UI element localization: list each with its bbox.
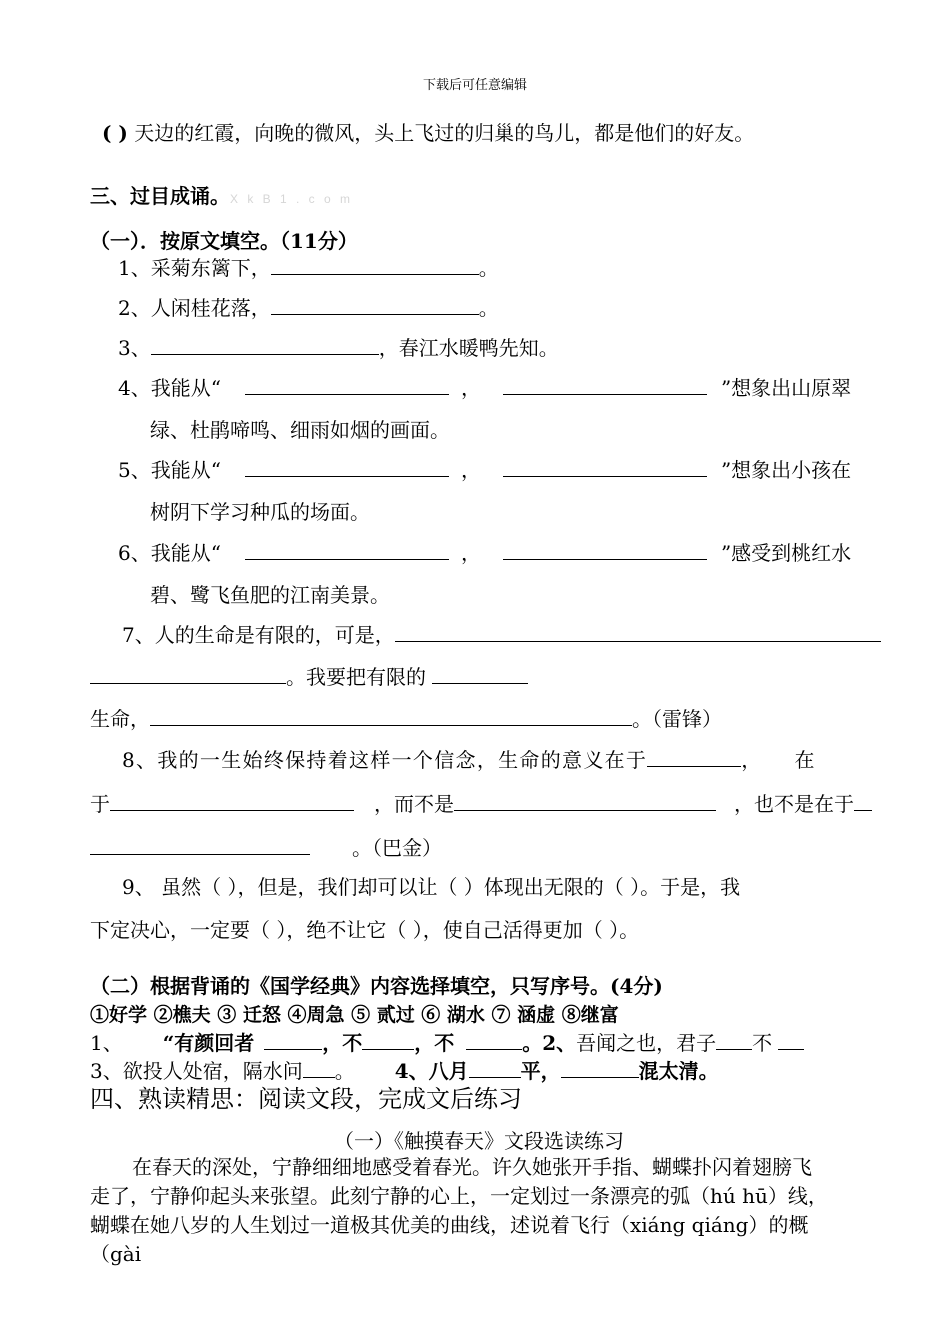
fill1-end: 。 [522,1031,543,1055]
q4 [118,376,851,400]
q7-prompt: 7、人的生命是有限的，可是， [122,623,395,647]
q8 [122,748,816,772]
fill-line-2 [90,1059,719,1083]
q8-comma: ， [741,748,763,772]
passage-line-3: 蝴蝶在她八岁的人生划过一道极其优美的曲线，述说着飞行（xiáng qiáng）的概 [90,1213,809,1237]
q8-source: 。（巴金） [352,836,442,860]
q2 [118,296,499,320]
passage-line-2: 走了，宁静仰起头来张望。此刻宁静的心上，一定划过一条漂亮的弧（hú hū）线， [90,1184,828,1208]
fill3-end: 。 [334,1059,355,1083]
q7-life: 生命， [90,707,150,731]
part2-title: （二）根据背诵的《国学经典》内容选择填空，只写序号。(4分) [90,974,663,998]
q2-end: 。 [478,296,499,320]
q2-prompt: 2、人闲桂花落， [118,296,271,320]
q6-end: ”感受到桃红水 [720,541,852,565]
passage-line-1: 在春天的深处，宁静细细地感受着春光。许久她张开手指、蝴蝶扑闪着翅膀飞 [132,1155,812,1179]
fill1-quote: “有颜回者 [162,1031,255,1055]
section4-title: 四、熟读精思：阅读文段，完成文后练习 [90,1085,522,1113]
q8-blank-1[interactable] [647,748,741,767]
q5-comma: ， [460,458,481,482]
answer-paren: ( ) [102,121,128,145]
fill1-blank-1[interactable] [264,1031,322,1050]
q5-prompt: 5、我能从“ [118,458,221,482]
q7 [122,623,881,647]
fill2-blank-1[interactable] [716,1031,752,1050]
watermark: X k B 1 . c o m [230,192,354,206]
q3-end: ，春江水暖鸭先知。 [378,336,559,360]
q4-blank-1[interactable] [245,376,449,395]
q5-blank-1[interactable] [245,458,449,477]
fill2-bu: 不 [752,1031,773,1055]
fill2-blank-2[interactable] [778,1031,804,1050]
fill4-end: 混太清。 [638,1059,719,1083]
fill1-bu2: ，不 [414,1031,455,1055]
section3-title-text: 三、过目成诵。 [90,184,230,208]
q7-source: 。（雷锋） [632,707,722,731]
options-line: ①好学 ②樵夫 ③ 迁怒 ④周急 ⑤ 贰过 ⑥ 湖水 ⑦ 涵虚 ⑧继富 [90,1004,619,1026]
fill3-blank[interactable] [303,1059,335,1078]
q8-line3 [90,836,442,860]
top-line [102,121,754,145]
q6 [118,541,851,565]
fill2-text: 吾闻之也，君子 [576,1031,717,1055]
q8-nor: ，也不是在于 [734,792,854,816]
q1-end: 。 [478,256,499,280]
q4-end: ”想象出山原翠 [720,376,852,400]
q7-line2 [90,665,528,689]
q7-blank-3[interactable] [432,665,528,684]
section3-title [90,184,353,211]
q8-yu: 于 [90,792,110,816]
q6-blank-1[interactable] [245,541,449,560]
q1-blank[interactable] [271,256,479,275]
fill4-ping: 平， [520,1059,561,1083]
q8-blank-4[interactable] [854,792,872,811]
q6-blank-2[interactable] [503,541,707,560]
q5 [118,458,851,482]
fill3-text: 3、欲投人处宿，隔水问 [90,1059,303,1083]
part1-title: （一）．按原文填空。（11分） [90,229,358,253]
q1-prompt: 1、采菊东篱下， [118,256,271,280]
q4-comma: ， [460,376,481,400]
fill1-blank-3[interactable] [466,1031,522,1050]
q9: 9、 虽然（ ），但是，我们却可以让（ ）体现出无限的（ ）。于是，我 [122,875,741,899]
q4-blank-2[interactable] [503,376,707,395]
q3 [118,336,559,360]
q8-blank-2[interactable] [110,792,354,811]
q7-blank-4[interactable] [150,707,632,726]
q7-blank-2[interactable] [90,665,286,684]
fill1-num: 1、 [90,1031,123,1055]
q3-prompt: 3、 [118,336,151,360]
q8-blank-5[interactable] [90,836,310,855]
fill1-blank-2[interactable] [362,1031,414,1050]
q1 [118,256,499,280]
fill4-blank-2[interactable] [561,1059,639,1078]
header-note: 下载后可任意编辑 [422,78,527,93]
q8-line2 [90,792,872,816]
q8-prompt: 8、我的一生始终保持着这样一个信念，生命的意义在于 [122,748,648,772]
q5-blank-2[interactable] [503,458,707,477]
q7-mid: 。我要把有限的 [286,665,426,689]
q7-blank-1[interactable] [395,623,881,642]
q4-prompt: 4、我能从“ [118,376,221,400]
fill4-blank-1[interactable] [469,1059,521,1078]
q9-line2: 下定决心，一定要（ ），绝不让它（ ），使自己活得更加（ ）。 [90,918,640,942]
q6-comma: ， [460,541,481,565]
q5-cont: 树阴下学习种瓜的场面。 [150,500,370,524]
q5-end: ”想象出小孩在 [720,458,852,482]
passage-title: （一）《触摸春天》文段选读练习 [334,1129,624,1153]
top-line-text: 天边的红霞，向晚的微风，头上飞过的归巢的鸟儿，都是他们的好友。 [134,121,755,145]
q4-cont: 绿、杜鹃啼鸣、细雨如烟的画面。 [150,418,450,442]
q7-line3 [90,707,722,731]
q2-blank[interactable] [271,296,479,315]
fill-line-1 [90,1031,804,1055]
q6-cont: 碧、鹭飞鱼肥的江南美景。 [150,583,390,607]
q8-blank-3[interactable] [454,792,716,811]
q6-prompt: 6、我能从“ [118,541,221,565]
q8-zai: 在 [794,748,816,772]
q3-blank[interactable] [151,336,379,355]
passage-line-4: （gài [90,1242,142,1266]
fill4-text: 4、八月 [394,1059,469,1083]
fill1-bu1: ，不 [322,1031,363,1055]
fill2-num: 2、 [542,1031,577,1055]
q8-not: ，而不是 [374,792,454,816]
